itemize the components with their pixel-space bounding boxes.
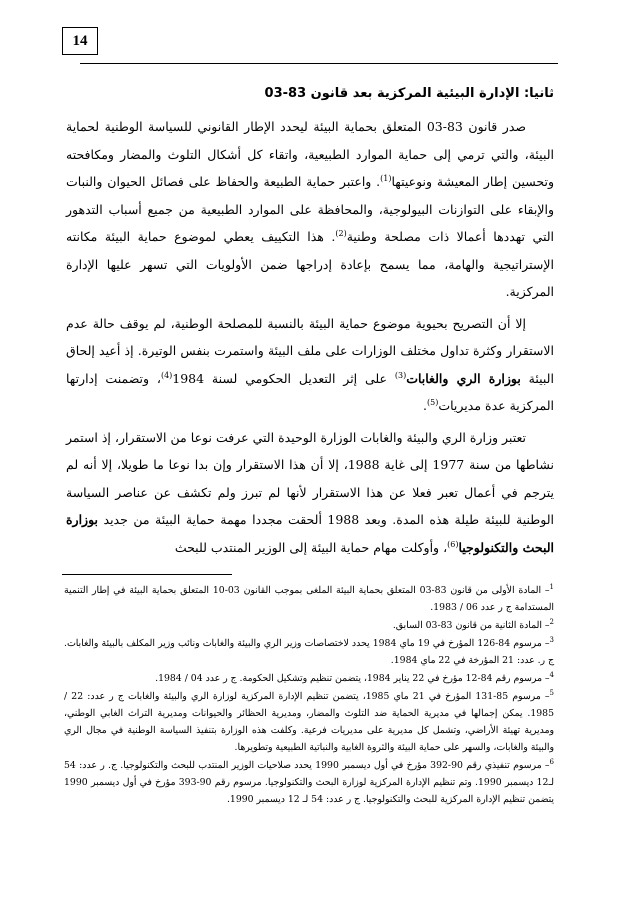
paragraph-1-text-2: . واعتبر حماية الطبيعة والحفاظ على فصائل الحيوان والنبات والإبقاء على التوازنات البيولوجية، والمحافظة على الموارد الطبيعية من جميع أسباب التدهور التي تهددها أعمالا ذات مصلحة وطنية — [66, 174, 554, 244]
footnote-text: – مرسوم 85-131 المؤرخ في 21 ماي 1985، يتضمن تنظيم الإدارة المركزية لوزارة الري والبيئة والغابات ج ر عدد: 22 / 1985. يمكن إجمالها في مديرية الحماية ضد التلوث والمضار، ومديرية الحظائر والحيوانات ومديرية التراث الغابي الوطني، ومديرية تهيئة الأراضي، وتشمل كل مديرية على مديريات فرعية. وكلفت هذه الوزارة بتنفيذ السياسة الوطنية في مجال الري والبيئة والغابات، والسهر على حماية البيئة والثروة الغابية والنباتية الطبيعية وتطويرها. — [64, 691, 554, 753]
ministry-irrigation-forests: بوزارة الري والغابات — [406, 370, 521, 386]
footnote-ref-5: (5) — [427, 397, 439, 407]
paragraph-2-text-2: على إثر التعديل الحكومي لسنة 1984 — [172, 370, 395, 386]
paragraph-2-text-1: إلا أن التصريح بحيوية موضوع حماية البيئة بالنسبة للمصلحة الوطنية، لم يوقف حالة عدم الاستقرار وكثرة تداول مختلف الوزارات على ملف البيئة واستمرت بنفس الوتيرة. إذ أعيد إلحاق البيئة — [66, 315, 554, 386]
footnote-text: – مرسوم رقم 84-12 مؤرخ في 22 يناير 1984، يتضمن تنظيم وتشكيل الحكومة. ج ر عدد 04 / 1984. — [155, 673, 550, 684]
footnote-number: 3 — [549, 635, 555, 644]
footnote-number: 6 — [549, 757, 554, 766]
footnotes — [64, 582, 554, 809]
footnote-number: 2 — [549, 617, 554, 626]
footnote-ref-2: (2) — [335, 228, 347, 238]
footnote-text: – مرسوم 84-126 المؤرخ في 19 ماي 1984 يحدد لاختصاصات وزير الري والبيئة والغابات ونائب وزير المكلف بالبيئة والغابات. ج ر. عدد: 21 المؤرخة في 22 ماي 1984. — [64, 638, 554, 666]
footnote-ref-3: (3) — [394, 370, 407, 380]
footnote-1 — [64, 582, 554, 616]
footnote-ref-1: (1) — [380, 173, 392, 183]
paragraph-3 — [66, 424, 554, 562]
footnote-number: 5 — [549, 688, 555, 697]
footnote-text: – المادة الثانية من قانون 83-03 السابق. — [392, 620, 550, 631]
footnote-5 — [64, 688, 554, 756]
paragraph-2 — [66, 310, 554, 420]
paragraph-1-text-3: . هذا التكييف يعطي لموضوع حماية البيئة مكانته الإستراتيجية والهامة، مما يسمح بإعادة إدراجها ضمن الأولويات التي تسهر عليها الإدارة المركزية. — [66, 229, 554, 299]
footnote-4 — [64, 670, 554, 687]
footnote-ref-6: (6) — [447, 539, 459, 549]
footnote-divider — [62, 574, 232, 575]
footnote-text: – مرسوم تنفيذي رقم 90-392 مؤرخ في أول ديسمبر 1990 يحدد صلاحيات الوزير المنتدب للبحث والتكنولوجيا. ج. ر عدد: 54 لـ12 ديسمبر 1990. وتم تنظيم الإدارة المركزية لوزارة البحث والتكنولوجيا. مرسوم رقم 90-393 مؤرخ في أول ديسمبر 1990 يتضمن تنظيم الإدارة المركزية للبحث والتكنولوجيا. ج ر عدد: 54 لـ 12 ديسمبر 1990. — [64, 760, 554, 805]
footnote-6 — [64, 757, 554, 808]
footnote-number: 1 — [549, 582, 554, 591]
footnote-3 — [64, 635, 554, 669]
paragraph-3-text-2: ، وأوكلت مهام حماية البيئة إلى الوزير المنتدب للبحث — [174, 539, 448, 555]
paragraph-2-text-3: ، وتضمنت إدارتها المركزية عدة مديريات — [66, 370, 554, 413]
page-number: 14 — [62, 27, 98, 55]
header-divider — [80, 63, 558, 64]
footnote-2 — [64, 617, 554, 634]
paragraph-2-text-4: . — [423, 398, 428, 413]
section-title: ثانيا: الإدارة البيئية المركزية بعد قانون 83-03 — [264, 86, 554, 101]
footnote-ref-4: (4) — [160, 370, 173, 380]
main-content — [66, 86, 554, 561]
paragraph-3-text-1: تعتبر وزارة الري والبيئة والغابات الوزارة الوحيدة التي عرفت نوعا من الاستقرار، إذ استمر نشاطها من سنة 1977 إلى غاية 1988، إلا أن هذا الاستقرار وإن بدا نوعا ما طويلا، إلا أنه لم يترجم في أعمال تعبر فعلا عن هذا الاستقرار لأنها لم تبرز ولم تكشف عن عناصر السياسة الوطنية للبيئة طيلة هذه المدة. وبعد 1988 ألحقت مجددا مهمة حماية البيئة من جديد — [66, 429, 554, 527]
paragraph-1 — [66, 113, 554, 306]
paragraph-1-text-1: صدر قانون 83-03 المتعلق بحماية البيئة ليحدد الإطار القانوني للسياسة الوطنية لحماية البيئة، والتي ترمي إلى حماية الموارد الطبيعية، واتقاء كل أشكال التلوث والمضار ومكافحته وتحسين إطار المعيشة ونوعيتها — [66, 119, 555, 189]
footnote-text: – المادة الأولى من قانون 83-03 المتعلق بحماية البيئة الملغى بموجب القانون 03-10 المتعلق بحماية البيئة في إطار التنمية المستدامة ج ر عدد 06 / 1983. — [64, 585, 554, 613]
footnote-number: 4 — [549, 670, 554, 679]
ministry-research-technology: بوزارة البحث والتكنولوجيا — [66, 512, 554, 555]
